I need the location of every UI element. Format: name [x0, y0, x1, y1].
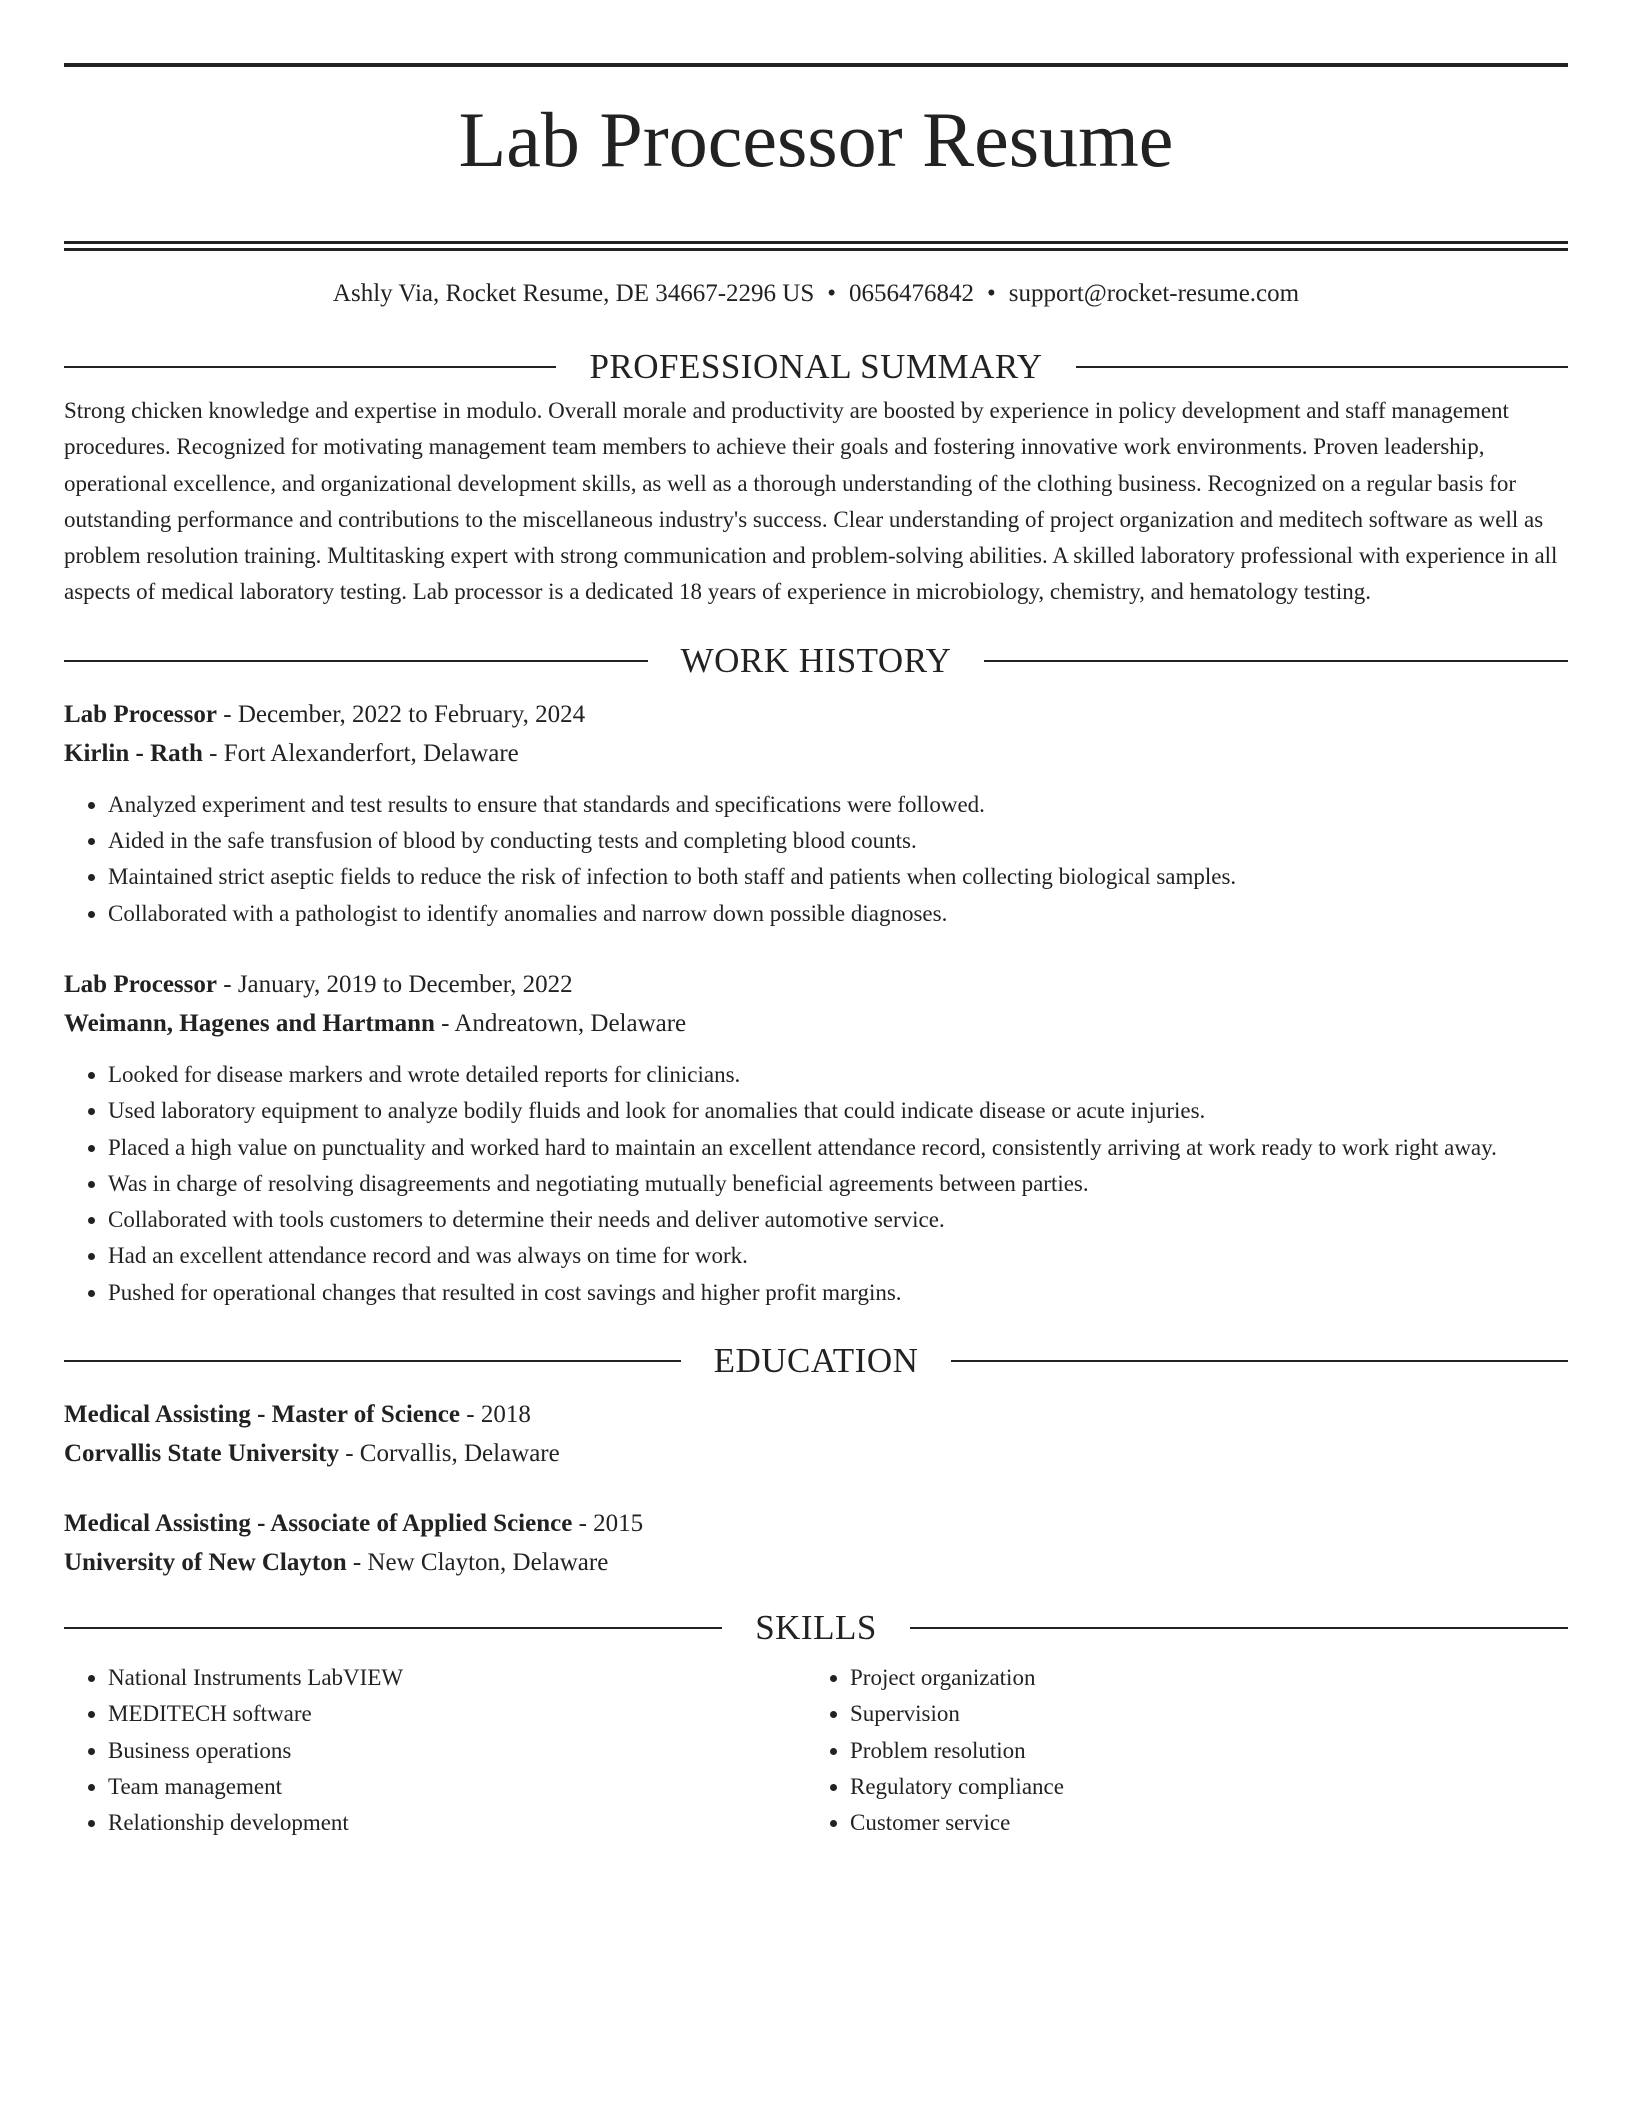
skill-item: • Supervision — [850, 1696, 1064, 1732]
list-item: • Used laboratory equipment to analyze bodily fluids and look for anomalies that could indicate disease or acute injuries. — [108, 1093, 1568, 1129]
list-item: • Collaborated with tools customers to determine their needs and deliver automotive service. — [108, 1202, 1568, 1238]
job-title-line — [64, 965, 1568, 1004]
skill-item: • Project organization — [850, 1660, 1064, 1696]
list-item: • Maintained strict aseptic fields to reduce the risk of infection to both staff and patients when collecting biological samples. — [108, 859, 1568, 895]
job-title: Lab Processor — [64, 700, 217, 728]
section-rule — [64, 366, 556, 368]
skills-grid — [64, 1660, 1568, 1841]
education-degree: Medical Assisting - Associate of Applied Science — [64, 1510, 573, 1538]
job-location: - Fort Alexanderfort, Delaware — [202, 739, 519, 767]
list-item: • Looked for disease markers and wrote detailed reports for clinicians. — [108, 1057, 1568, 1093]
section-title-skills: SKILLS — [755, 1608, 877, 1648]
job-company: Kirlin - Rath — [64, 739, 203, 767]
education-year: - 2015 — [572, 1510, 644, 1538]
job-entry — [64, 695, 1568, 932]
contact-separator: • — [987, 280, 996, 307]
section-title-work: WORK HISTORY — [680, 640, 952, 680]
skill-item: • Business operations — [108, 1733, 806, 1769]
job-dates: - January, 2019 to December, 2022 — [217, 970, 573, 998]
skill-item: • Relationship development — [108, 1805, 806, 1841]
skills-column-left — [64, 1660, 806, 1841]
job-title: Lab Processor — [64, 970, 217, 998]
section-rule — [951, 1360, 1568, 1362]
list-item: • Aided in the safe transfusion of blood by conducting tests and completing blood counts. — [108, 823, 1568, 859]
contact-separator: • — [827, 280, 837, 307]
section-title-education: EDUCATION — [713, 1341, 919, 1381]
section-rule — [64, 1360, 681, 1362]
section-rule — [1076, 366, 1568, 368]
education-entry — [64, 1395, 1568, 1473]
list-item: • Placed a high value on punctuality and worked hard to maintain an excellent attendance record, consistently arriving at work ready to work right away. — [108, 1130, 1568, 1166]
skill-item: • Regulatory compliance — [850, 1769, 1064, 1805]
contact-line — [64, 279, 1568, 309]
education-school-line — [64, 1434, 1568, 1473]
education-school: University of New Clayton — [64, 1549, 347, 1577]
skill-item: • MEDITECH software — [108, 1696, 806, 1732]
skill-item: • Team management — [108, 1769, 806, 1805]
education-year: - 2018 — [460, 1401, 531, 1429]
list-item: • Analyzed experiment and test results to ensure that standards and specifications were followed. — [108, 787, 1568, 823]
page-title: Lab Processor Resume — [458, 96, 1174, 183]
job-title-line — [64, 695, 1568, 734]
list-item: • Pushed for operational changes that resulted in cost savings and higher profit margins. — [108, 1275, 1568, 1311]
job-company: Weimann, Hagenes and Hartmann — [64, 1009, 435, 1037]
skills-column-right — [806, 1660, 1064, 1841]
education-location: - Corvallis, Delaware — [338, 1440, 560, 1468]
job-dates: - December, 2022 to February, 2024 — [217, 700, 586, 728]
contact-phone: 0656476842 — [849, 280, 975, 307]
header-double-rule — [64, 241, 1568, 244]
list-item: • Collaborated with a pathologist to identify anomalies and narrow down possible diagnoses. — [108, 896, 1568, 932]
education-degree: Medical Assisting - Master of Science — [64, 1401, 460, 1429]
education-school-line — [64, 1543, 1568, 1582]
job-bullet-list — [64, 787, 1568, 932]
education-entry — [64, 1504, 1568, 1582]
job-location: - Andreatown, Delaware — [434, 1009, 687, 1037]
section-rule — [984, 660, 1568, 662]
skills-list — [64, 1660, 806, 1841]
education-degree-line — [64, 1504, 1568, 1543]
education-location: - New Clayton, Delaware — [346, 1549, 609, 1577]
skill-item: • Customer service — [850, 1805, 1064, 1841]
list-item: • Was in charge of resolving disagreements and negotiating mutually beneficial agreements between parties. — [108, 1166, 1568, 1202]
section-title-summary: PROFESSIONAL SUMMARY — [589, 347, 1043, 386]
section-rule — [910, 1627, 1568, 1629]
job-company-line — [64, 734, 1568, 773]
skill-item: • National Instruments LabVIEW — [108, 1660, 806, 1696]
header-top-rule — [64, 63, 1568, 67]
contact-email: support@rocket-resume.com — [1008, 280, 1300, 307]
section-header-work — [64, 641, 1568, 681]
section-header-skills — [64, 1608, 1568, 1648]
job-entry — [64, 965, 1568, 1311]
skills-list — [806, 1660, 1064, 1841]
list-item: • Had an excellent attendance record and was always on time for work. — [108, 1238, 1568, 1274]
summary-paragraph: Strong chicken knowledge and expertise in modulo. Overall morale and productivity are boosted by experience in policy development and staff management procedures. Recognized for motivating management team members to achieve their goals and fostering innovative work environments. Proven leadership, operational excellence, and organizational development skills, as well as a thorough understanding of the clothing business. Recognized on a regular basis for outstanding performance and contributions to the miscellaneous industry's success. Clear understanding of project organization and meditech software as well as problem resolution training. Multitasking expert with strong communication and problem-solving abilities. A skilled laboratory professional with experience in all aspects of medical laboratory testing. Lab processor is a dedicated 18 years of experience in microbiology, chemistry, and hematology testing. — [64, 398, 1558, 605]
skill-item: • Problem resolution — [850, 1733, 1064, 1769]
education-degree-line — [64, 1395, 1568, 1434]
section-rule — [64, 1627, 722, 1629]
section-rule — [64, 660, 648, 662]
section-header-education — [64, 1341, 1568, 1381]
job-bullet-list — [64, 1057, 1568, 1311]
section-header-summary — [64, 347, 1568, 387]
contact-address: Ashly Via, Rocket Resume, DE 34667-2296 US — [332, 280, 815, 307]
job-company-line — [64, 1004, 1568, 1043]
education-school: Corvallis State University — [64, 1440, 339, 1468]
